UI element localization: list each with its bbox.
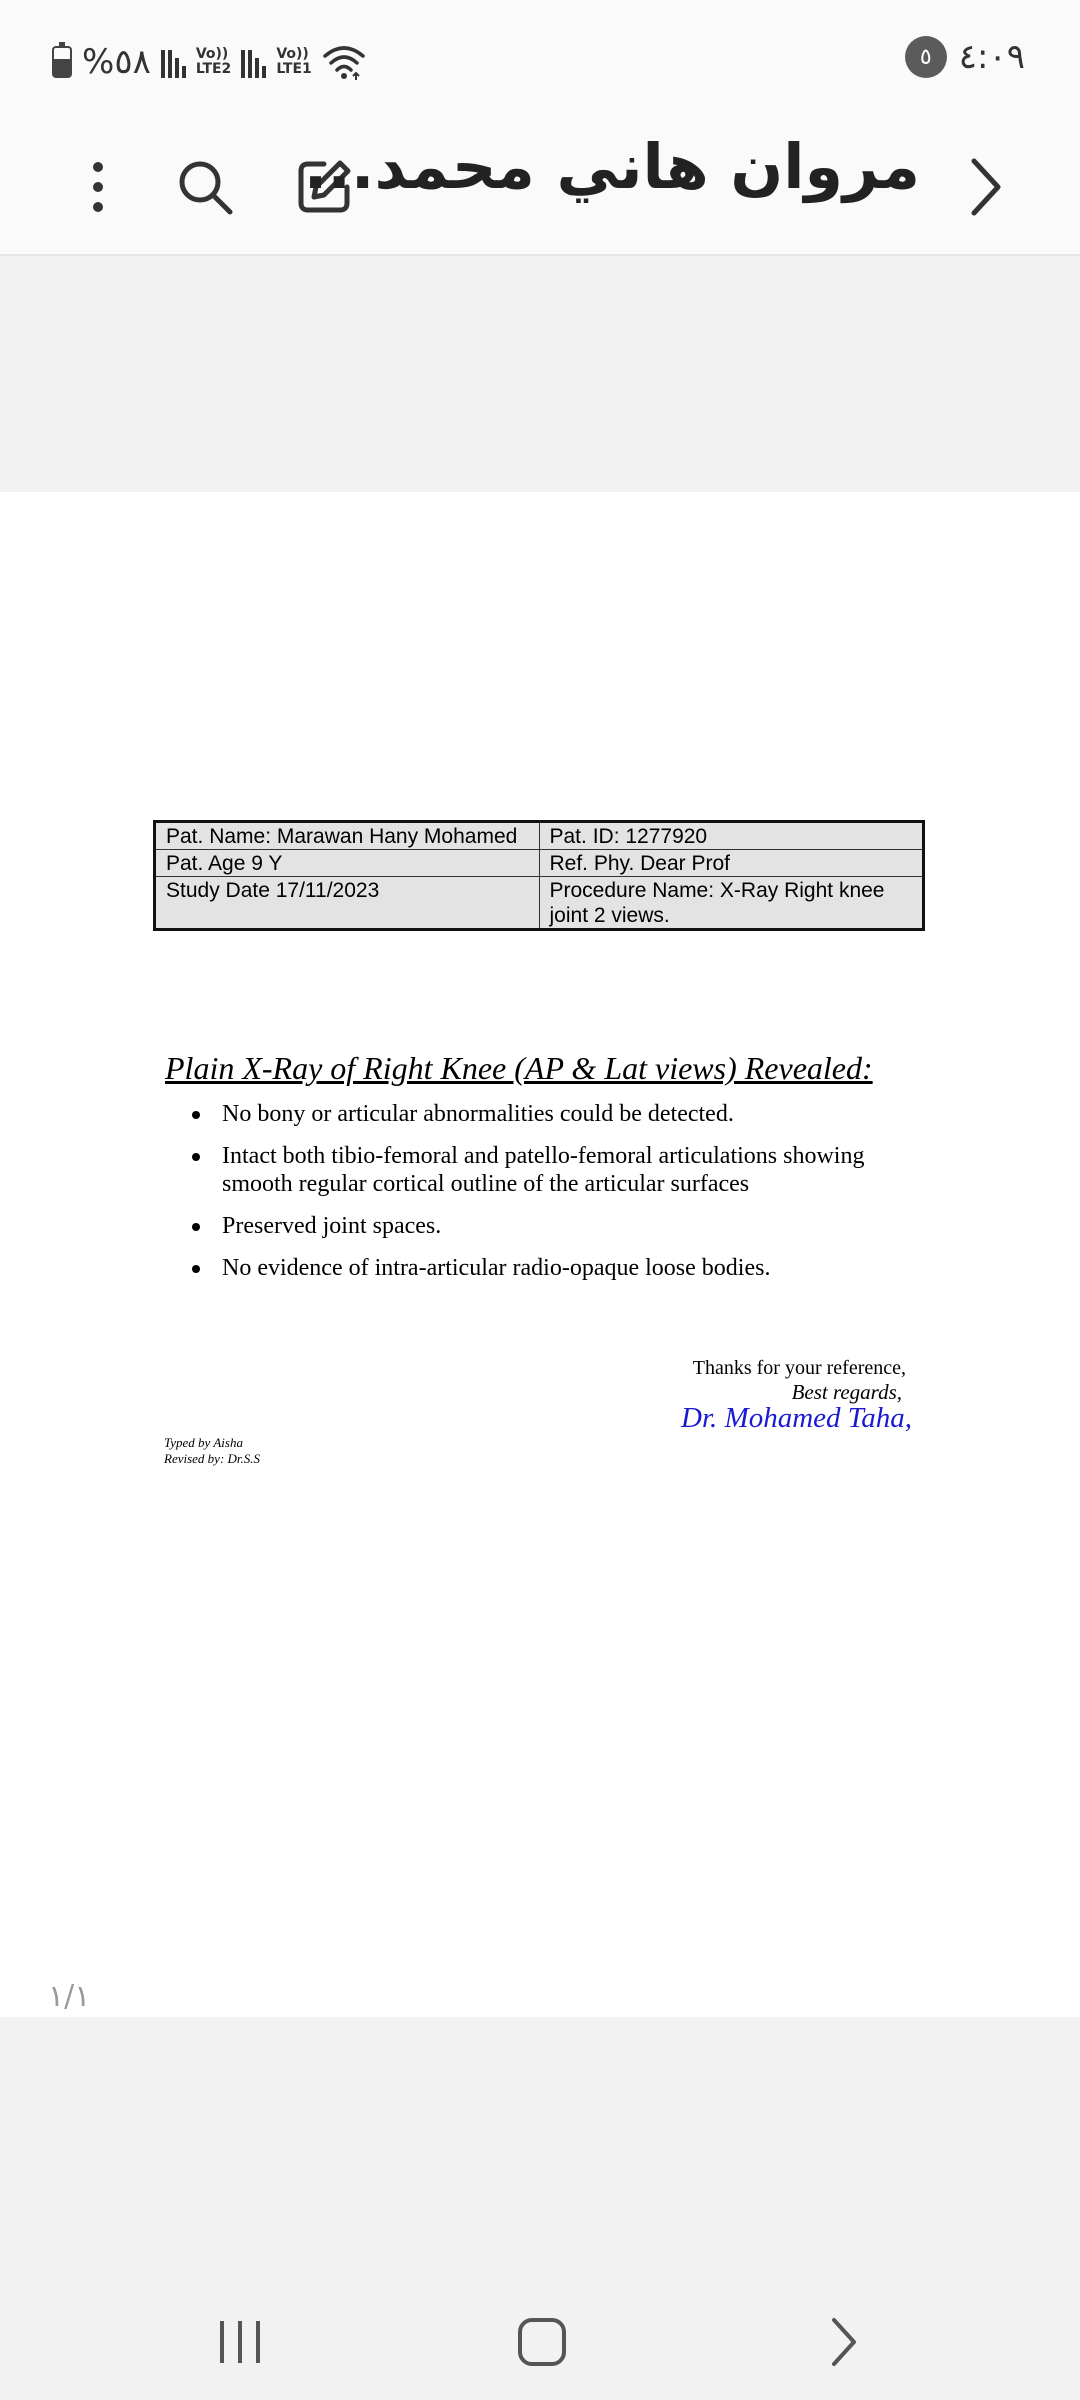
chevron-right-icon [968, 157, 1004, 217]
home-icon [516, 2316, 568, 2368]
more-vertical-icon [88, 159, 108, 215]
patient-info-table [153, 820, 925, 931]
thanks-text: Thanks for your reference, [692, 1357, 906, 1379]
notification-count-badge: ٥ [905, 36, 947, 78]
wifi-icon [322, 43, 366, 81]
page-indicator: ١/١ [48, 1979, 91, 2014]
list-item: Intact both tibio-femoral and patello-femoral articulations showing smooth regular cortical outline of the articular surfaces [222, 1142, 922, 1198]
back-button[interactable] [960, 142, 1012, 232]
patient-id-cell: Pat. ID: 1277920 [539, 822, 924, 850]
clock: ٤:٠٩ [958, 37, 1025, 77]
study-date-cell: Study Date 17/11/2023 [155, 877, 540, 930]
patient-age-cell: Pat. Age 9 Y [155, 850, 540, 877]
status-left [52, 38, 366, 86]
patient-name-cell: Pat. Name: Marawan Hany Mohamed [155, 822, 540, 850]
typed-by: Typed by Aisha [164, 1435, 243, 1450]
report-title: Plain X-Ray of Right Knee (AP & Lat views) Revealed: [165, 1050, 873, 1086]
revised-by: Revised by: Dr.S.S [164, 1451, 261, 1466]
battery-icon [52, 46, 72, 78]
navigation-bar [0, 2017, 1080, 2400]
procedure-name-cell: Procedure Name: X-Ray Right knee joint 2 views. [539, 877, 924, 930]
regards-text: Best regards, [791, 1380, 902, 1404]
home-button[interactable] [502, 2287, 582, 2397]
app-bar [0, 120, 1080, 256]
back-nav-button[interactable] [804, 2287, 884, 2397]
viewer-background [0, 256, 1080, 492]
chevron-right-icon [828, 2316, 860, 2368]
list-item: Preserved joint spaces. [222, 1212, 922, 1240]
recent-apps-icon [216, 2317, 264, 2367]
search-icon [175, 157, 235, 217]
table-row [155, 822, 924, 850]
status-right [905, 36, 1025, 78]
recent-apps-button[interactable] [200, 2287, 280, 2397]
document-page[interactable] [0, 492, 1080, 2019]
typed-revised-note [164, 1435, 260, 1467]
status-bar [0, 0, 1080, 120]
page-title: مروان هاني محمد... [303, 130, 920, 203]
lte1-label: Vo)) LTE1 [276, 46, 312, 77]
doctor-signature: Dr. Mohamed Taha, [681, 1402, 912, 1434]
list-item: No bony or articular abnormalities could be detected. [222, 1100, 922, 1128]
signal-icon [161, 46, 186, 78]
findings-list [222, 1100, 922, 1296]
battery-level: %٥٨ [82, 42, 151, 82]
table-row [155, 877, 924, 930]
table-row [155, 850, 924, 877]
more-options-button[interactable] [70, 142, 126, 232]
lte2-label: Vo)) LTE2 [195, 46, 232, 77]
ref-physician-cell: Ref. Phy. Dear Prof [539, 850, 924, 877]
list-item: No evidence of intra-articular radio-opaque loose bodies. [222, 1254, 922, 1282]
search-button[interactable] [170, 142, 240, 232]
signal-icon [241, 46, 266, 78]
